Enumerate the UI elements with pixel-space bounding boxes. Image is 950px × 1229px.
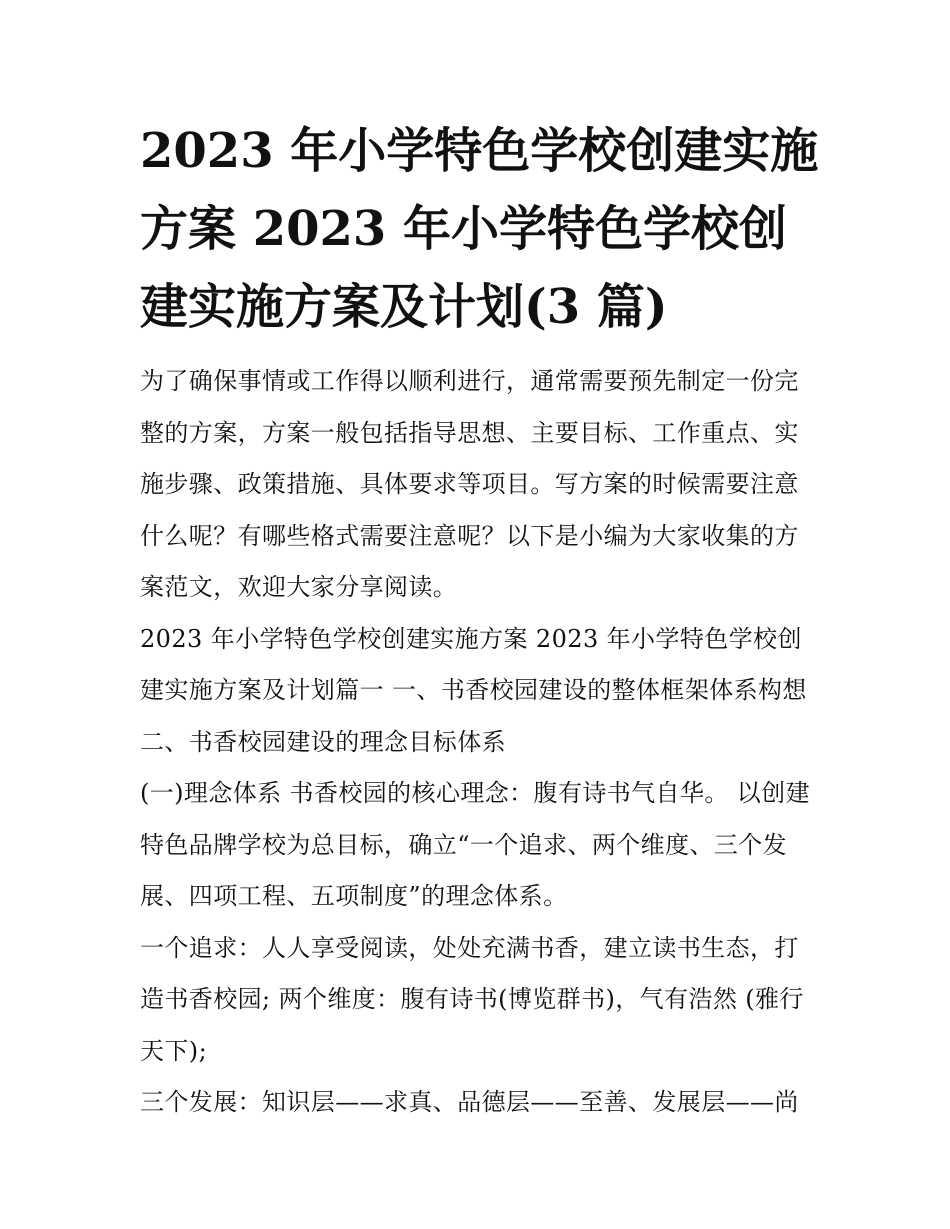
three-developments-paragraph: 三个发展：知识层——求真、品德层——至善、发展层——尚 [140, 1088, 799, 1116]
section-two-heading: 二、书香校园建设的理念目标体系 [140, 727, 506, 756]
document-page [140, 112, 820, 1129]
section-heading-paragraph: 2023 年小学特色学校创建实施方案 2023 年小学特色学校创建实施方案及计划篇一 一、书香校园建设的整体框架体系构想 [140, 624, 807, 704]
document-title: 2023 年小学特色学校创建实施方案 2023 年小学特色学校创建实施方案及计划(3 篇) [140, 123, 819, 335]
one-pursuit-paragraph: 一个追求：人人享受阅读，处处充满书香，建立读书生态，打造书香校园; 两个维度：腹有诗书(博览群书)，气有浩然 (雅行天下); [140, 933, 804, 1065]
concept-system-paragraph: (一)理念体系 书香校园的核心理念：腹有诗书气自华。 以创建特色品牌学校为总目标，确立“一个追求、两个维度、三个发展、四项工程、五项制度”的理念体系。 [140, 779, 810, 910]
intro-paragraph: 为了确保事情或工作得以顺利进行，通常需要预先制定一份完整的方案，方案一般包括指导思想、主要目标、工作重点、实施步骤、政策措施、具体要求等项目。写方案的时候需要注意什么呢？有哪些格式需要注意呢？以下是小编为大家收集的方案范文，欢迎大家分享阅读。 [140, 367, 799, 601]
